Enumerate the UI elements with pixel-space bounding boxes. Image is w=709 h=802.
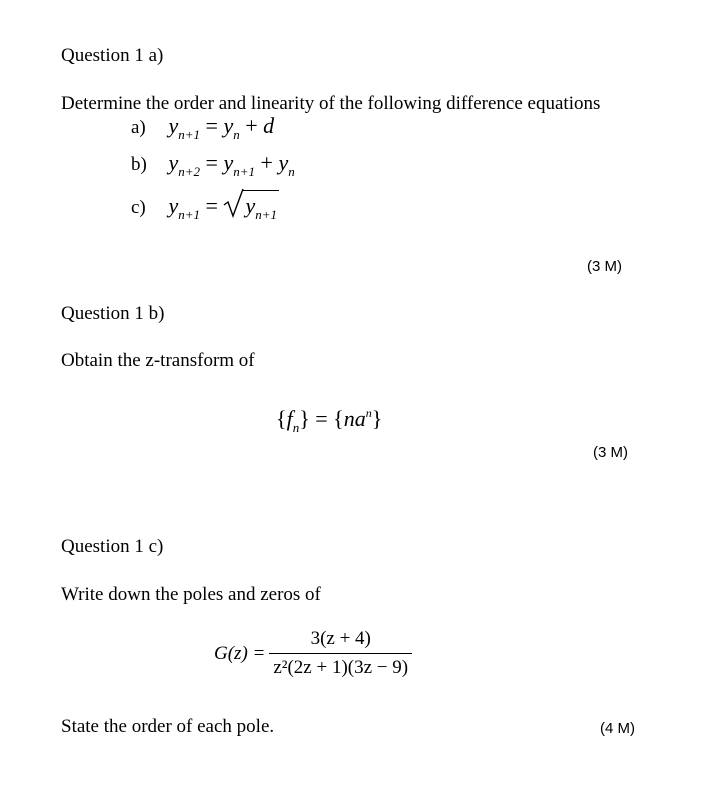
transfer-function-fraction <box>269 628 412 679</box>
equation-b-label: b) <box>131 154 147 175</box>
equation-c-label: c) <box>131 197 146 218</box>
question-1a-heading: Question 1 a) <box>61 45 164 66</box>
question-1a-marks: (3 M) <box>587 258 622 275</box>
question-1b-heading: Question 1 b) <box>61 303 165 324</box>
transfer-function-numerator: 3(z + 4) <box>310 628 371 649</box>
transfer-function <box>214 628 412 679</box>
equation-a-label: a) <box>131 117 146 138</box>
radical-sign-icon <box>223 188 245 218</box>
equation-c: c) $y_{n+1}$ = $y_{n+1}$ <box>131 190 279 223</box>
question-1c-heading: Question 1 c) <box>61 536 164 557</box>
transfer-function-lhs: G(z) = <box>214 642 266 664</box>
question-1b-marks: (3 M) <box>593 444 628 461</box>
square-root: $y_{n+1}$ <box>223 190 279 223</box>
equation-a: a) $y_{n+1} = y_n + d$ <box>131 113 275 142</box>
question-1a-prompt: Determine the order and linearity of the following difference equations <box>61 93 601 114</box>
transfer-function-denominator: z²(2z + 1)(3z − 9) <box>269 653 412 679</box>
equation-b: b) $y_{n+2} = y_{n+1} + y_n$ <box>131 150 295 179</box>
z-transform-expression: $\{f_n\} = \{na^n\}$ <box>276 406 383 435</box>
question-1c-instruction: State the order of each pole. <box>61 716 275 737</box>
question-1b-prompt: Obtain the z-transform of <box>61 350 255 371</box>
question-1c-prompt: Write down the poles and zeros of <box>61 584 321 605</box>
question-1c-marks: (4 M) <box>600 720 635 737</box>
